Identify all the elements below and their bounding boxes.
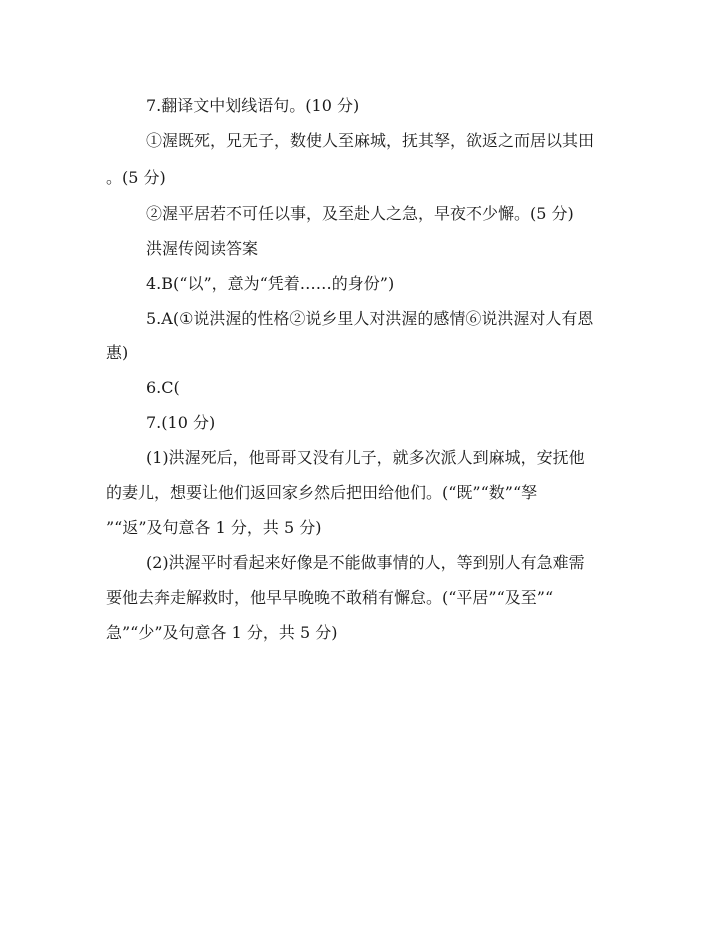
- answer-7-1-line-3: ”“返”及句意各 1 分，共 5 分): [106, 518, 322, 537]
- answer-7-1-line-1: (1)洪渥死后，他哥哥又没有儿子，就多次派人到麻城，安抚他: [146, 448, 585, 467]
- sentence-1-line-1: ①渥既死，兄无子，数使人至麻城，抚其孥，欲返之而居以其田: [146, 131, 595, 150]
- question-7-heading: 7.翻译文中划线语句。(10 分): [146, 96, 360, 115]
- sentence-1-line-2: 。(5 分): [106, 168, 166, 187]
- sentence-2: ②渥平居若不可任以事，及至赴人之急，早夜不少懈。(5 分): [146, 204, 574, 223]
- answer-7-2-line-1: (2)洪渥平时看起来好像是不能做事情的人，等到别人有急难需: [146, 553, 585, 572]
- answer-section-title: 洪渥传阅读答案: [146, 239, 259, 258]
- answer-7-1-line-2: 的妻儿，想要让他们返回家乡然后把田给他们。(“既”“数”“孥: [106, 483, 538, 502]
- answer-7-heading: 7.(10 分): [146, 413, 216, 432]
- answer-7-2-line-2: 要他去奔走解救时，他早早晚晚不敢稍有懈怠。(“平居”“及至”“: [106, 588, 554, 607]
- answer-6: 6.C(: [146, 378, 180, 397]
- answer-7-2-line-3: 急”“少”及句意各 1 分，共 5 分): [106, 623, 338, 642]
- answer-4: 4.B(“以”，意为“凭着……的身份”): [146, 274, 395, 293]
- answer-5-line-1: 5.A(①说洪渥的性格②说乡里人对洪渥的感情⑥说洪渥对人有恩: [146, 309, 594, 328]
- answer-5-line-2: 惠): [106, 343, 129, 362]
